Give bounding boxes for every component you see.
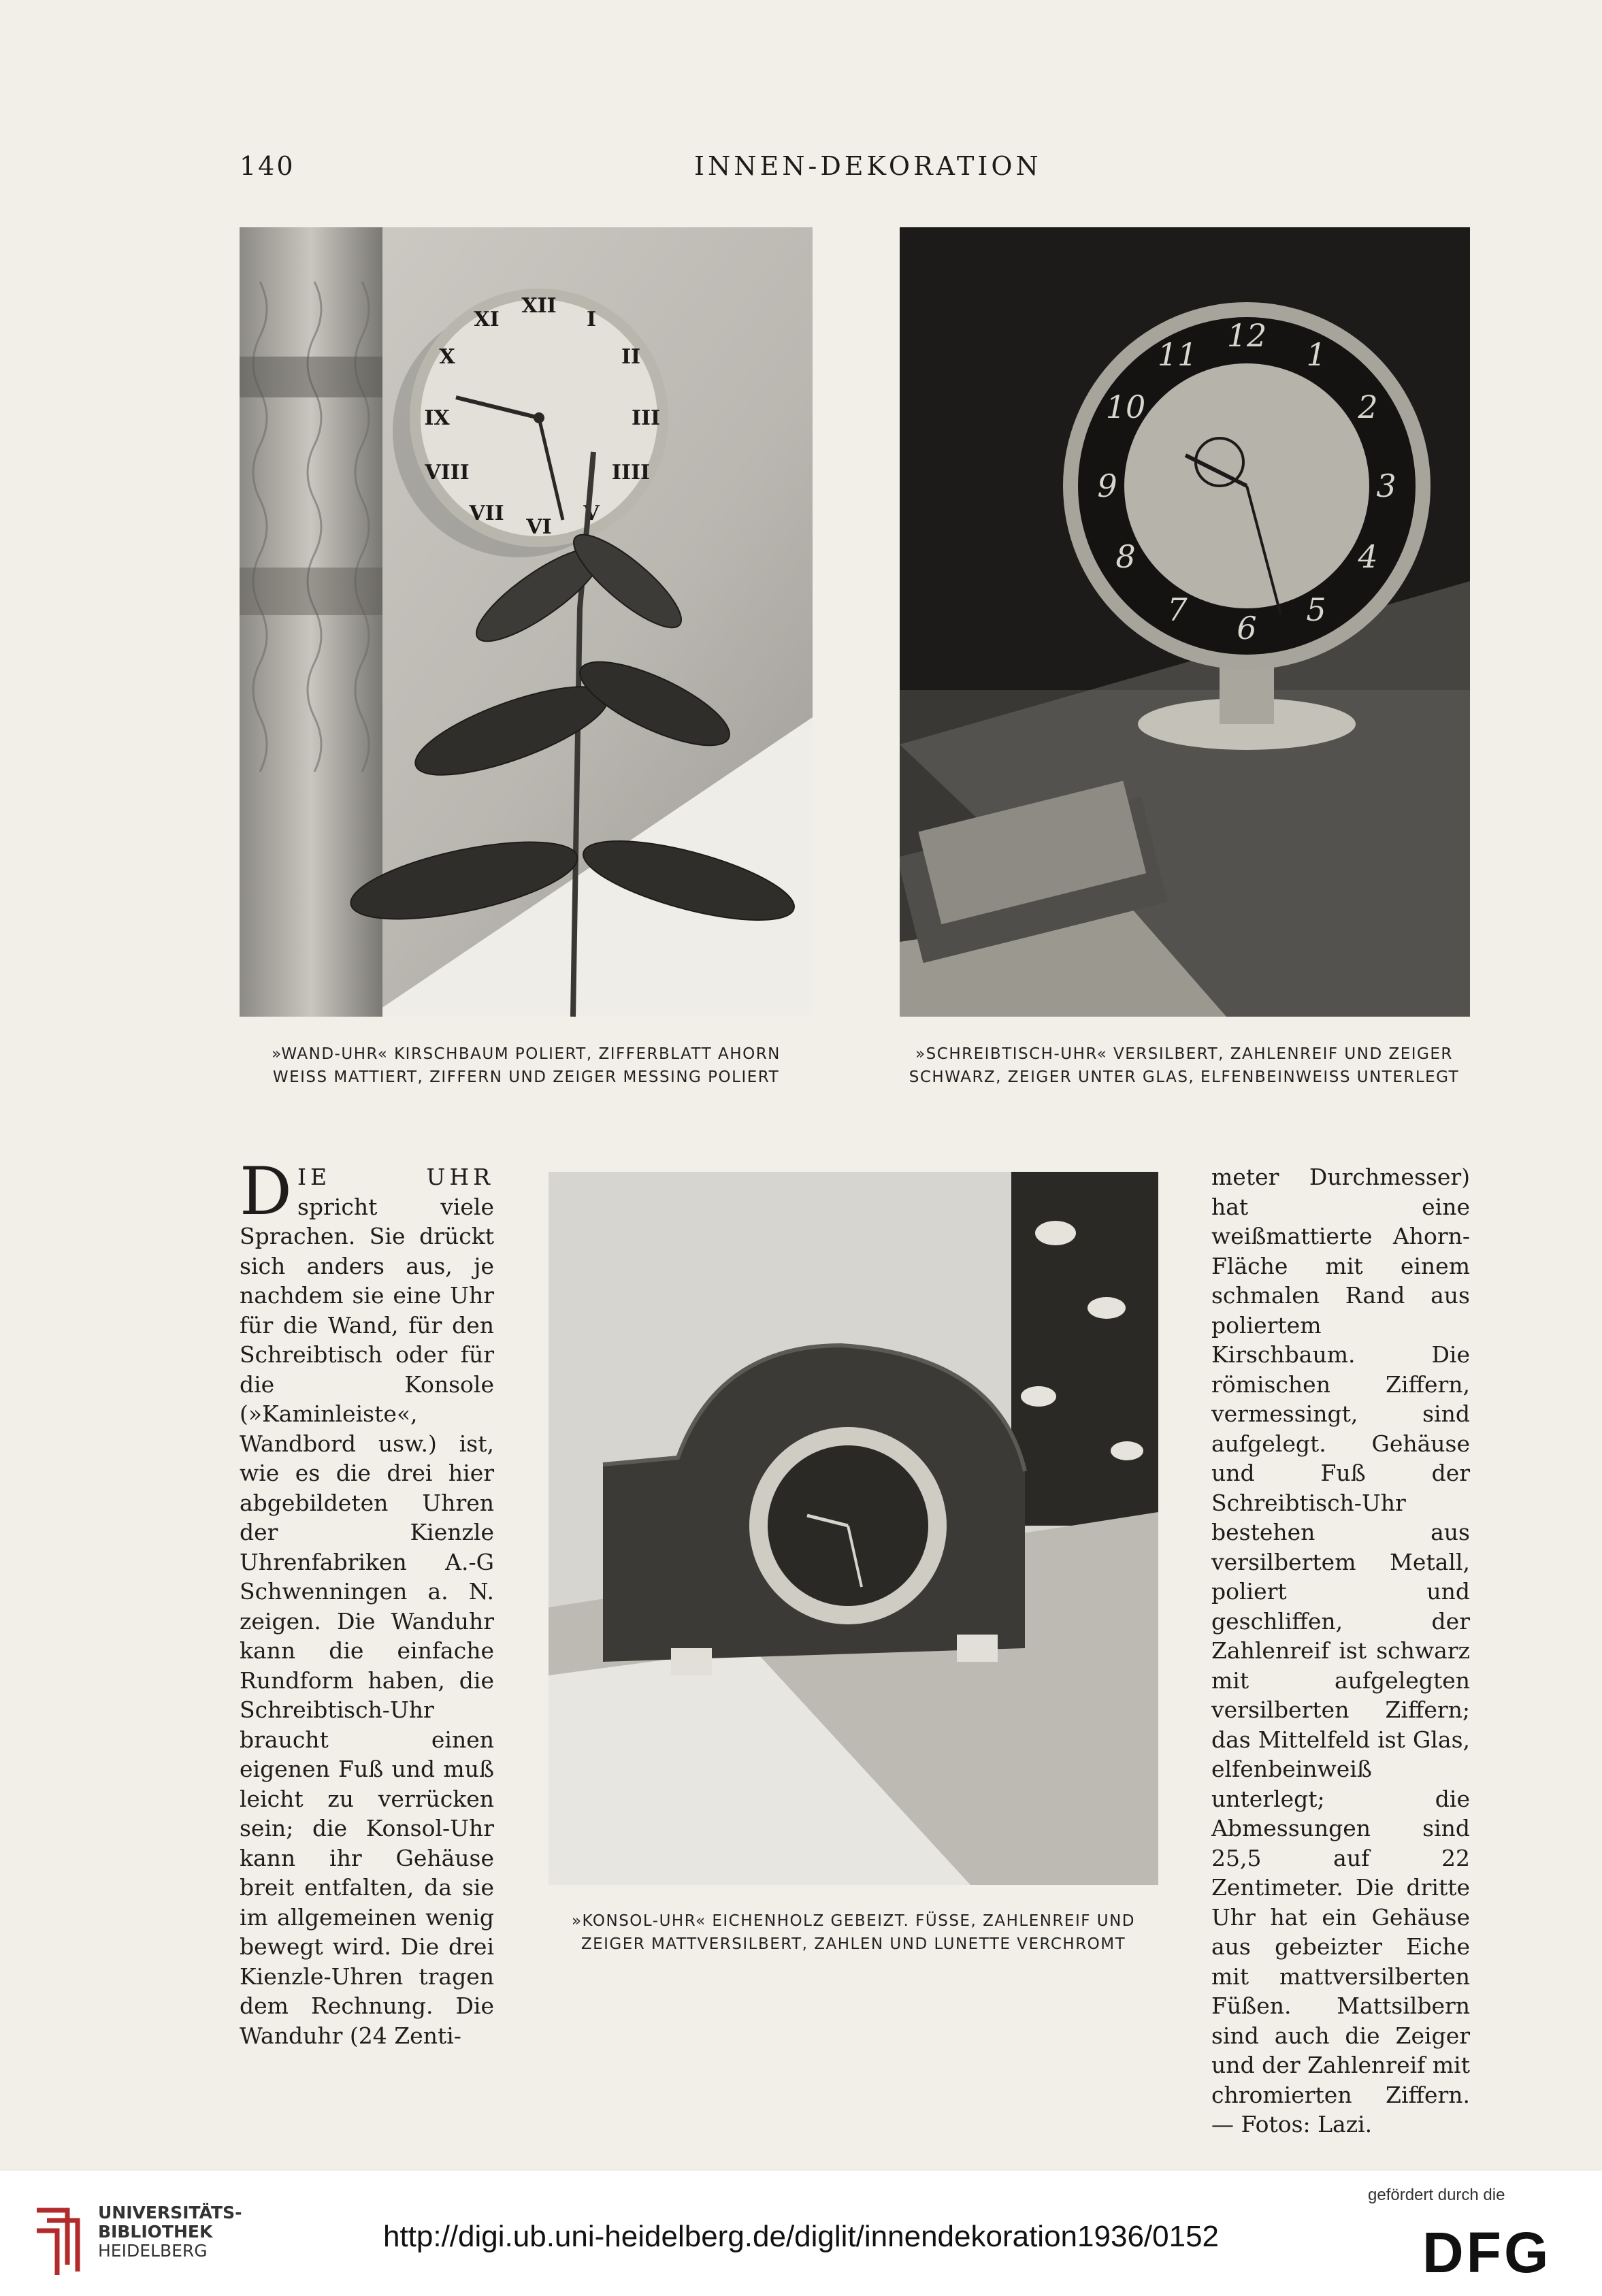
caption-line: »WAND-UHR« KIRSCHBAUM POLIERT, ZIFFERBLATT AHORN — [272, 1045, 781, 1063]
numeral-1: 1 — [1306, 336, 1326, 373]
numeral-11: 11 — [1157, 336, 1198, 373]
numeral-6: 6 — [1237, 610, 1257, 646]
numeral-2: 2 — [1358, 389, 1378, 425]
article-left-column — [240, 1153, 494, 2050]
numeral-4: 4 — [1358, 538, 1378, 575]
caption-line: ZEIGER MATTVERSILBERT, ZAHLEN UND LUNETTE VERCHROMT — [581, 1935, 1126, 1953]
permalink-url[interactable]: http://digi.ub.uni-heidelberg.de/diglit/innendekoration1936/0152 — [382, 2220, 1220, 2253]
numeral-7: VII — [469, 502, 504, 525]
wall-clock-photo — [240, 227, 813, 1017]
caption-line: »SCHREIBTISCH-UHR« VERSILBERT, ZAHLENREIF UND ZEIGER — [915, 1045, 1453, 1063]
right-column-text: meter Durchmesser) hat eine weißmattierte Ahorn-Fläche mit einem schmalen Rand aus poliertem Kirschbaum. Die römischen Ziffern, vermessingt, sind aufgelegt. Gehäuse und Fuß der Schreibtisch-Uhr bestehen aus versilbertem Metall, poliert und geschliffen, der Zahlenreif ist schwarz mit aufgelegten versilberten Ziffern; das Mittelfeld ist Glas, elfenbeinweiß unterlegt; die Abmessungen sind 25,5 auf 22 Zentimeter. Die dritte Uhr hat ein Gehäuse aus gebeizter Eiche mit mattversilberten Füßen. Mattsilbern sind auch die Zeiger und der Zahlenreif mit chromierten Ziffern. — Fotos: Lazi. — [1211, 1164, 1470, 2137]
funding-label: gefördert durch die — [1368, 2186, 1505, 2204]
numeral-8: VIII — [425, 461, 470, 485]
numeral-3: III — [631, 406, 661, 430]
numeral-12: XII — [521, 294, 557, 318]
numeral-5: V — [583, 502, 600, 525]
running-title: INNEN-DEKORATION — [694, 151, 1042, 181]
numeral-6: VI — [526, 515, 552, 539]
numeral-3: 3 — [1376, 468, 1396, 504]
numeral-9: 9 — [1097, 468, 1117, 504]
numeral-1: I — [586, 308, 597, 331]
console-clock-caption — [549, 1909, 1158, 1956]
wall-clock-caption — [240, 1043, 813, 1089]
article-paragraph — [240, 1153, 494, 2050]
library-line: UNIVERSITÄTS- — [98, 2203, 242, 2223]
numeral-7: 7 — [1167, 591, 1188, 628]
console-clock-photo — [549, 1172, 1158, 1885]
numeral-9: IX — [424, 406, 450, 430]
page-number: 140 — [240, 151, 295, 181]
numeral-5: 5 — [1306, 591, 1326, 628]
drop-cap: D — [240, 1153, 292, 1230]
numeral-2: II — [621, 345, 641, 369]
desk-clock-photo — [900, 227, 1470, 1017]
numeral-4: IIII — [611, 461, 651, 485]
opening-words: IE UHR — [297, 1164, 494, 1190]
article-right-column — [1211, 1162, 1470, 2139]
numeral-12: 12 — [1226, 317, 1267, 354]
numeral-8: 8 — [1115, 538, 1136, 575]
numeral-10: X — [439, 345, 455, 369]
dfg-logo: DFG — [1422, 2220, 1552, 2284]
library-line: BIBLIOTHEK — [98, 2222, 213, 2242]
caption-line: SCHWARZ, ZEIGER UNTER GLAS, ELFENBEINWEISS UNTERLEGT — [909, 1068, 1460, 1086]
left-column-text: spricht viele Sprachen. Sie drückt sich anders aus, je nachdem sie eine Uhr für die Wand, für den Schreibtisch oder für die Konsole (»Kaminleiste«, Wandbord usw.) ist, wie es die drei hier abgebildeten Uhren der Kienzle Uhrenfabriken A.-G Schwenningen a. N. zeigen. Die Wanduhr kann die einfache Rundform haben, die Schreibtisch-Uhr braucht einen eigenen Fuß und muß leicht zu verrücken sein; die Konsol-Uhr kann ihr Gehäuse breit entfalten, da sie im allgemeinen wenig bewegt wird. Die drei Kienzle-Uhren tragen dem Rechnung. Die Wanduhr (24 Zenti- — [240, 1193, 494, 2049]
caption-line: WEISS MATTIERT, ZIFFERN UND ZEIGER MESSING POLIERT — [272, 1068, 780, 1086]
caption-line: »KONSOL-UHR« EICHENHOLZ GEBEIZT. FÜSSE, ZAHLENREIF UND — [571, 1912, 1136, 1930]
desk-clock-caption — [885, 1043, 1484, 1089]
numeral-11: XI — [474, 308, 500, 331]
numeral-10: 10 — [1105, 389, 1146, 425]
library-line: HEIDELBERG — [98, 2241, 208, 2261]
